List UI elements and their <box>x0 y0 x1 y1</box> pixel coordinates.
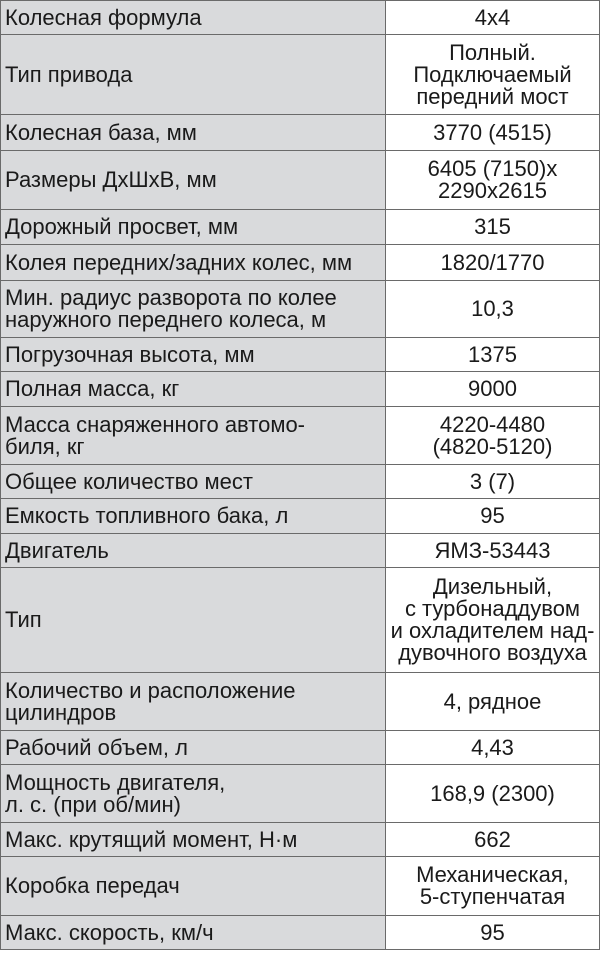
row-label: Масса снаряженного автомо- биля, кг <box>1 407 386 465</box>
table-row <box>1 916 600 950</box>
row-value: ЯМЗ-53443 <box>386 534 600 568</box>
row-label: Количество и расположение цилиндров <box>1 673 386 731</box>
row-value: 662 <box>386 823 600 857</box>
table-row <box>1 1 600 35</box>
table-row <box>1 857 600 916</box>
table-row <box>1 281 600 338</box>
row-value: 4x4 <box>386 1 600 35</box>
row-label: Колесная формула <box>1 1 386 35</box>
row-value: 4, рядное <box>386 673 600 731</box>
row-label: Макс. крутящий момент, Н·м <box>1 823 386 857</box>
row-value: 95 <box>386 916 600 950</box>
row-label: Коробка передач <box>1 857 386 916</box>
row-value: Механическая, 5-ступенчатая <box>386 857 600 916</box>
row-value: 95 <box>386 499 600 534</box>
row-value: 4,43 <box>386 731 600 765</box>
row-label: Мин. радиус разворота по колее наружного переднего колеса, м <box>1 281 386 338</box>
row-value: 1375 <box>386 338 600 372</box>
row-value: Дизельный, с турбонаддувом и охладителем над- дувочного воздуха <box>386 568 600 673</box>
row-label: Погрузочная высота, мм <box>1 338 386 372</box>
row-value: 10,3 <box>386 281 600 338</box>
table-row <box>1 534 600 568</box>
table-row <box>1 499 600 534</box>
row-label: Макс. скорость, км/ч <box>1 916 386 950</box>
row-label: Дорожный просвет, мм <box>1 210 386 245</box>
row-value: 6405 (7150)х 2290х2615 <box>386 151 600 210</box>
table-row <box>1 338 600 372</box>
table-row <box>1 568 600 673</box>
row-label: Колея передних/задних колес, мм <box>1 245 386 281</box>
row-value: 9000 <box>386 372 600 407</box>
table-row <box>1 35 600 115</box>
row-value: 3 (7) <box>386 465 600 499</box>
row-value: 4220-4480 (4820-5120) <box>386 407 600 465</box>
table-row <box>1 407 600 465</box>
table-row <box>1 731 600 765</box>
row-label: Полная масса, кг <box>1 372 386 407</box>
table-row <box>1 765 600 823</box>
row-value: 168,9 (2300) <box>386 765 600 823</box>
table-row <box>1 245 600 281</box>
row-value: 3770 (4515) <box>386 115 600 151</box>
row-label: Тип привода <box>1 35 386 115</box>
row-value: 315 <box>386 210 600 245</box>
table-row <box>1 673 600 731</box>
row-label: Размеры ДхШхВ, мм <box>1 151 386 210</box>
table-row <box>1 151 600 210</box>
table-row <box>1 115 600 151</box>
row-value: Полный. Подключаемый передний мост <box>386 35 600 115</box>
table-row <box>1 465 600 499</box>
row-label: Тип <box>1 568 386 673</box>
table-row <box>1 372 600 407</box>
row-label: Емкость топливного бака, л <box>1 499 386 534</box>
table-row <box>1 823 600 857</box>
table-row <box>1 210 600 245</box>
row-label: Мощность двигателя, л. с. (при об/мин) <box>1 765 386 823</box>
row-label: Двигатель <box>1 534 386 568</box>
row-label: Общее количество мест <box>1 465 386 499</box>
row-label: Колесная база, мм <box>1 115 386 151</box>
row-label: Рабочий объем, л <box>1 731 386 765</box>
row-value: 1820/1770 <box>386 245 600 281</box>
